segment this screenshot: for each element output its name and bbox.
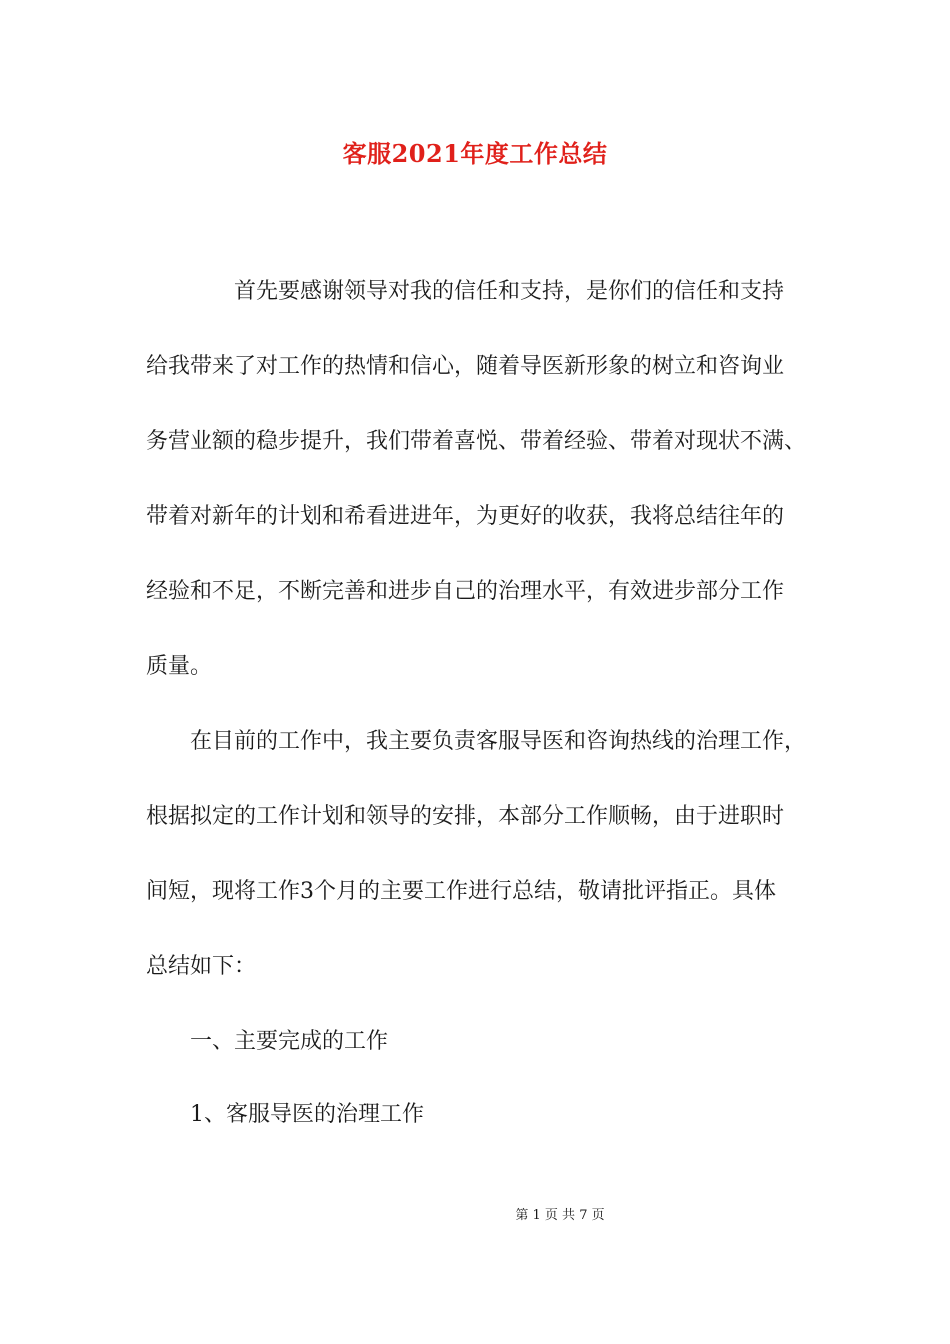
document-title: 客服2021年度工作总结 xyxy=(342,139,608,168)
paragraph-line: 在目前的工作中，我主要负责客服导医和咨询热线的治理工作， xyxy=(190,729,807,754)
paragraph-line: 给我带来了对工作的热情和信心，随着导医新形象的树立和咨询业 xyxy=(146,354,785,379)
paragraph-line: 总结如下： xyxy=(146,954,257,979)
paragraph-line: 带着对新年的计划和希看进进年，为更好的收获，我将总结往年的 xyxy=(146,504,785,529)
page-number-footer: 第 1 页 共 7 页 xyxy=(515,1208,605,1223)
paragraph-line: 务营业额的稳步提升，我们带着喜悦、带着经验、带着对现状不满、 xyxy=(146,429,807,454)
paragraph-line: 质量。 xyxy=(146,654,213,679)
paragraph-line: 间短，现将工作3个月的主要工作进行总结，敬请批评指正。具体 xyxy=(146,879,776,904)
paragraph-line: 经验和不足，不断完善和进步自己的治理水平，有效进步部分工作 xyxy=(146,579,785,604)
subsection-heading: 1、客服导医的治理工作 xyxy=(190,1102,424,1127)
paragraph-line: 根据拟定的工作计划和领导的安排，本部分工作顺畅，由于进职时 xyxy=(146,804,785,829)
section-heading: 一、主要完成的工作 xyxy=(190,1029,389,1054)
paragraph-line: 首先要感谢领导对我的信任和支持，是你们的信任和支持 xyxy=(234,279,785,304)
